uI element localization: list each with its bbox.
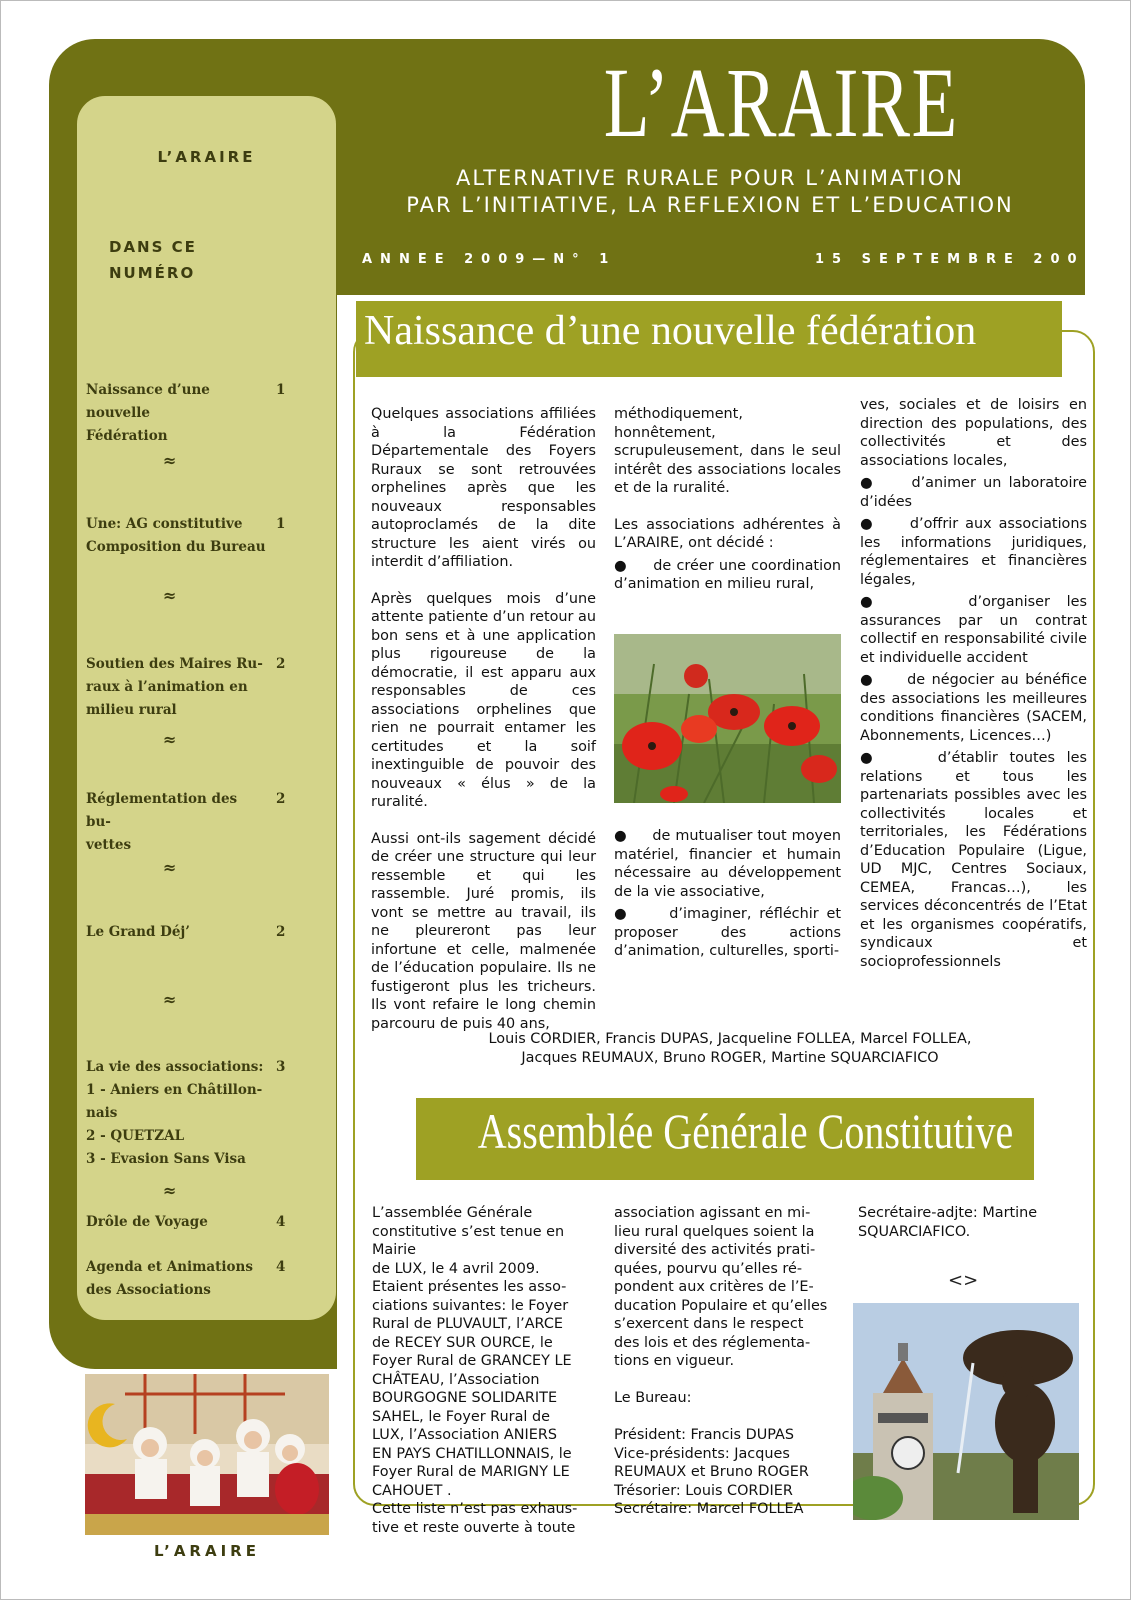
subtitle-line-2: PAR L’INITIATIVE, LA REFLEXION ET L’EDUCATION xyxy=(406,193,1014,217)
in-this-issue-line-1: DANS CE xyxy=(109,238,197,256)
paragraph: méthodiquement, honnêtement, scrupuleusement, dans le seul intérêt des associations locales et de la ruralité. xyxy=(614,406,841,496)
text-line: s’exercent dans le respect xyxy=(614,1316,804,1332)
toc-entry-line: milieu rural xyxy=(86,702,177,718)
bullet-text: d’offrir aux associations les informations juridiques, réglementaires et financières légales, xyxy=(860,516,1087,588)
separator-diamond: <> xyxy=(948,1270,979,1291)
text-line: diversité des activités prati- xyxy=(614,1242,816,1258)
list-item: ● de créer une coordination d’animation en milieu rural, xyxy=(614,557,841,592)
bullet-text: de négocier au bénéfice des associations les meilleures conditions financières (SACEM, Abonnements, Licences…) xyxy=(860,672,1087,744)
toc-entry-title xyxy=(86,513,266,559)
toc-entry-line: des Associations xyxy=(86,1282,211,1298)
toc-entry-line: La vie des associations: xyxy=(86,1059,264,1075)
children-costume-photo xyxy=(85,1374,329,1535)
toc-entry-line: nais xyxy=(86,1105,118,1121)
toc-entry-title xyxy=(86,921,266,944)
article1-column-3 xyxy=(860,396,1087,971)
in-this-issue-heading xyxy=(109,234,197,286)
article1-headline-bar xyxy=(356,301,1062,377)
toc-page-number: 1 xyxy=(276,516,286,532)
sidebar-footer-label: L’ARAIRE xyxy=(154,1542,260,1560)
text-line: Foyer Rural de MARIGNY LE xyxy=(372,1464,570,1480)
article2-column-1 xyxy=(372,1204,602,1537)
toc-entry-title xyxy=(86,1056,266,1171)
in-this-issue-line-2: NUMÉRO xyxy=(109,264,196,282)
text-line: LUX, l’Association ANIERS xyxy=(372,1427,558,1443)
subtitle-line-1: ALTERNATIVE RURALE POUR L’ANIMATION xyxy=(456,166,964,190)
text-line: association agissant en mi- xyxy=(614,1205,811,1221)
bureau-member: Vice-présidents: Jacques xyxy=(614,1445,790,1462)
toc-entry-line: raux à l’animation en xyxy=(86,679,248,695)
text-line: quées, pourvu qu’elles ré- xyxy=(614,1260,803,1277)
article1-column-2-bottom xyxy=(614,827,841,961)
text-line: Rural de PLUVAULT, l’ARCE xyxy=(372,1316,563,1332)
list-item: ● d’organiser les assurances par un contrat collectif en responsabilité civile et individuelle accident xyxy=(860,594,1087,666)
toc-entry-line: 2 - QUETZAL xyxy=(86,1128,185,1144)
toc-page-number: 1 xyxy=(276,382,286,398)
toc-entry-title xyxy=(86,788,266,857)
signers-line-1: Louis CORDIER, Francis DUPAS, Jacqueline FOLLEA, Marcel FOLLEA, xyxy=(488,1031,972,1047)
toc-separator: ≈ xyxy=(163,1181,177,1200)
toc-page-number: 4 xyxy=(276,1259,286,1275)
toc-entry-line: Le Grand Déj’ xyxy=(86,924,191,940)
text-line: L’assemblée Générale constitutive s’est tenue en Mairie xyxy=(372,1205,565,1258)
article2-headline: Assemblée Générale Constitutive xyxy=(477,1103,1014,1159)
list-item: ● d’animer un laboratoire d’idées xyxy=(860,475,1087,510)
article2-column-3 xyxy=(858,1204,1083,1241)
paragraph: Les associations adhérentes à L’ARAIRE, ont décidé : xyxy=(614,516,841,551)
bureau-member: REUMAUX et Bruno ROGER xyxy=(614,1464,809,1480)
article1-signers xyxy=(430,1030,1030,1068)
text-line: Cette liste n’est pas exhaus- xyxy=(372,1501,578,1517)
toc-entry[interactable] xyxy=(86,653,331,722)
toc-entry-line: Réglementation des bu- xyxy=(86,791,238,830)
bullet-text: de créer une coordination d’animation en milieu rural, xyxy=(614,557,841,592)
toc-page-number: 2 xyxy=(276,656,286,672)
text-line: ciations suivantes: le Foyer xyxy=(372,1297,569,1314)
sidebar xyxy=(77,96,336,1320)
paragraph: Aussi ont-ils sagement décidé de créer une structure qui leur ressemble et qui les rassemble. Juré promis, ils vont se mettre au travail, ils ne pleureront pas leur infortune et celle, malmenée de l’éducation populaire. Ils ne fustigeront plus les tricheurs. Ils vont refaire le long chemin parcouru de puis 40 ans, xyxy=(371,830,596,1032)
toc-entry-title xyxy=(86,379,266,448)
article2-column-2 xyxy=(614,1204,849,1519)
list-item: ● de mutualiser tout moyen matériel, financier et humain nécessaire au développement de la vie associative, xyxy=(614,828,841,900)
list-item: ● d’offrir aux associations les informations juridiques, réglementaires et financières légales, xyxy=(860,516,1087,588)
sidebar-title: L’ARAIRE xyxy=(157,148,256,166)
bullet-text: de mutualiser tout moyen matériel, financier et humain nécessaire au développement de la vie associative, xyxy=(614,828,841,900)
bureau-member: Président: Francis DUPAS xyxy=(614,1427,794,1443)
toc-entry-line: Une: AG constitutive xyxy=(86,516,243,532)
toc-entry-title xyxy=(86,1211,266,1234)
bullet-text: d’imaginer, réfléchir et proposer des actions d’animation, culturelles, sporti- xyxy=(614,906,842,959)
toc-entry[interactable] xyxy=(86,1211,331,1234)
article1-column-2 xyxy=(614,405,841,594)
article2-headline-bar xyxy=(416,1098,1034,1180)
toc-entry[interactable] xyxy=(86,379,331,448)
signers-line-2: Jacques REUMAUX, Bruno ROGER, Martine SQUARCIAFICO xyxy=(521,1050,939,1066)
bullet-text: d’organiser les assurances par un contrat collectif en responsabilité civile et individuelle accident xyxy=(860,594,1087,666)
toc-entry[interactable] xyxy=(86,788,331,857)
text-line: de LUX, le 4 avril 2009. xyxy=(372,1260,540,1277)
toc-entry-title xyxy=(86,1256,266,1302)
paragraph: ves, sociales et de loisirs en direction des populations, des collectivités et des associations locales, xyxy=(860,397,1087,469)
paragraph: Quelques associations affiliées à la Fédération Départementale des Foyers Ruraux se sont retrouvées orphelines après que les nouveaux responsables autoproclamés de la dite structure les aient virés ou interdit d’affiliation. xyxy=(371,406,596,570)
text-line: Foyer Rural de GRANCEY LE xyxy=(372,1353,572,1369)
toc-entry[interactable] xyxy=(86,513,331,559)
toc-entry-line: Composition du Bureau xyxy=(86,539,266,555)
toc-entry[interactable] xyxy=(86,1056,331,1171)
text-line: lieu rural quelques soient la xyxy=(614,1223,815,1240)
article1-headline: Naissance d’une nouvelle fédération xyxy=(364,308,977,354)
text-line: tive et reste ouverte à toute xyxy=(372,1519,576,1536)
toc-entry-line: Naissance d’une nouvelle xyxy=(86,382,210,421)
toc-entry[interactable] xyxy=(86,1256,331,1302)
toc-entry-line: 3 - Evasion Sans Visa xyxy=(86,1151,246,1167)
toc-entry-line: Agenda et Animations xyxy=(86,1259,253,1275)
toc-separator: ≈ xyxy=(163,730,177,749)
text-line: Secrétaire-adjte: Martine xyxy=(858,1205,1038,1221)
text-line: SQUARCIAFICO. xyxy=(858,1223,971,1240)
text-line: des lois et des réglementa- xyxy=(614,1334,811,1351)
toc-entry-line: Fédération xyxy=(86,428,168,444)
text-line: de RECEY SUR OURCE, le xyxy=(372,1334,553,1351)
text-line: pondent aux critères de l’E- xyxy=(614,1279,814,1295)
list-item: ● de négocier au bénéfice des associations les meilleures conditions financières (SACEM, Abonnements, Licences…) xyxy=(860,672,1087,744)
text-line: CAHOUET . xyxy=(372,1482,452,1499)
toc-entry-line: Drôle de Voyage xyxy=(86,1214,208,1230)
toc-page-number: 3 xyxy=(276,1059,286,1075)
article1-column-1 xyxy=(371,405,596,1051)
toc-separator: ≈ xyxy=(163,858,177,877)
text-line: CHÂTEAU, l’Association xyxy=(372,1371,540,1388)
bullet-text: d’animer un laboratoire d’idées xyxy=(860,475,1087,510)
text-line: ducation Populaire et qu’elles xyxy=(614,1297,828,1314)
paragraph: Après quelques mois d’une attente patiente d’un retour au bon sens et à une application plus rigoureuse de la démocratie, il est apparu aux responsables de ces associations orphelines que rien ne pourrait entamer les certitudes et la soif inextinguible de pouvoir des nouveaux « élus » de la ruralité. xyxy=(371,590,596,810)
issue-number: ANNEE 2009—N° 1 xyxy=(362,252,617,267)
toc-entry-line: vettes xyxy=(86,837,132,853)
toc-page-number: 2 xyxy=(276,791,286,807)
toc-page-number: 4 xyxy=(276,1214,286,1230)
text-line: BOURGOGNE SOLIDARITE xyxy=(372,1390,558,1406)
toc-entry-line: 1 - Aniers en Châtillon- xyxy=(86,1082,263,1098)
poppy-field-image xyxy=(614,634,841,803)
toc-separator: ≈ xyxy=(163,451,177,470)
fountain-statue-image xyxy=(853,1303,1079,1520)
text-line: EN PAYS CHATILLONNAIS, le xyxy=(372,1445,572,1462)
list-item: ● d’établir toutes les relations et tous les partenariats possibles avec les collectivités locales et territoriales, les Fédérations d’Education Populaire (Ligue, UD MJC, Centres Sociaux, CEMEA, Francas…), les services déconcentrés de l’Etat et les organismes coopératifs, syndicaux et socioprofessionnels xyxy=(860,750,1087,970)
toc-page-number: 2 xyxy=(276,924,286,940)
text-line: Etaient présentes les asso- xyxy=(372,1279,567,1295)
issue-date: 15 SEPTEMBRE 2009 xyxy=(815,252,1102,267)
toc-entry[interactable] xyxy=(86,921,331,944)
masthead-title: L’ARAIRE xyxy=(603,47,959,158)
list-item: ● d’imaginer, réfléchir et proposer des actions d’animation, culturelles, sporti- xyxy=(614,906,842,959)
text-line: tions en vigueur. xyxy=(614,1353,735,1369)
bureau-title: Le Bureau: xyxy=(614,1390,692,1406)
toc-entry-line: Soutien des Maires Ru- xyxy=(86,656,263,672)
toc-separator: ≈ xyxy=(163,586,177,605)
bureau-member: Secrétaire: Marcel FOLLEA xyxy=(614,1501,804,1517)
bullet-text: d’établir toutes les relations et tous les partenariats possibles avec les collectivités locales et territoriales, les Fédérations d’Education Populaire (Ligue, UD MJC, Centres Sociaux, CEMEA, Francas…), les services déconcentrés de l’Etat et les organismes coopératifs, syndicaux et socioprofessionnels xyxy=(860,750,1087,970)
toc-entry-title xyxy=(86,653,266,722)
text-line: SAHEL, le Foyer Rural de xyxy=(372,1408,550,1425)
bureau-member: Trésorier: Louis CORDIER xyxy=(614,1482,793,1499)
toc-separator: ≈ xyxy=(163,990,177,1009)
